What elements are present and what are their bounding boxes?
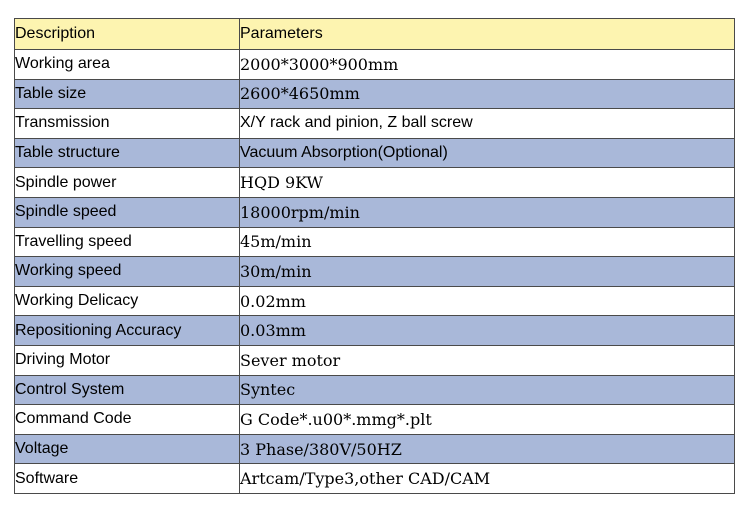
- row-parameter: Artcam/Type3,other CAD/CAM: [240, 464, 735, 494]
- row-parameter: 2000*3000*900mm: [240, 50, 735, 80]
- row-parameter: 30m/min: [240, 257, 735, 287]
- table-row: [15, 464, 735, 494]
- row-description: Control System: [15, 375, 240, 405]
- header-description: Description: [15, 19, 240, 50]
- table-row: [15, 434, 735, 464]
- table-row: [15, 316, 735, 346]
- spec-table: [14, 18, 735, 494]
- table-header-row: [15, 19, 735, 50]
- row-parameter: HQD 9KW: [240, 168, 735, 198]
- table-row: [15, 79, 735, 109]
- table-row: [15, 138, 735, 168]
- table-row: [15, 257, 735, 287]
- table-row: [15, 197, 735, 227]
- spec-table-body: [15, 19, 735, 494]
- row-description: Working area: [15, 50, 240, 80]
- row-parameter: Vacuum Absorption(Optional): [240, 138, 735, 168]
- row-description: Command Code: [15, 405, 240, 435]
- table-row: [15, 405, 735, 435]
- row-parameter: 3 Phase/380V/50HZ: [240, 434, 735, 464]
- row-parameter: Syntec: [240, 375, 735, 405]
- row-description: Travelling speed: [15, 227, 240, 257]
- row-description: Spindle power: [15, 168, 240, 198]
- row-description: Repositioning Accuracy: [15, 316, 240, 346]
- row-parameter: 0.02mm: [240, 286, 735, 316]
- row-description: Working speed: [15, 257, 240, 287]
- table-row: [15, 345, 735, 375]
- header-parameters: Parameters: [240, 19, 735, 50]
- row-parameter: Sever motor: [240, 345, 735, 375]
- row-parameter: 0.03mm: [240, 316, 735, 346]
- table-row: [15, 168, 735, 198]
- row-parameter: G Code*.u00*.mmg*.plt: [240, 405, 735, 435]
- row-description: Table size: [15, 79, 240, 109]
- table-row: [15, 109, 735, 139]
- row-description: Transmission: [15, 109, 240, 139]
- row-description: Table structure: [15, 138, 240, 168]
- table-row: [15, 227, 735, 257]
- table-row: [15, 286, 735, 316]
- row-description: Spindle speed: [15, 197, 240, 227]
- row-parameter: X/Y rack and pinion, Z ball screw: [240, 109, 735, 139]
- row-parameter: 18000rpm/min: [240, 197, 735, 227]
- row-description: Software: [15, 464, 240, 494]
- row-description: Driving Motor: [15, 345, 240, 375]
- table-row: [15, 50, 735, 80]
- row-parameter: 2600*4650mm: [240, 79, 735, 109]
- row-description: Working Delicacy: [15, 286, 240, 316]
- row-description: Voltage: [15, 434, 240, 464]
- row-parameter: 45m/min: [240, 227, 735, 257]
- table-row: [15, 375, 735, 405]
